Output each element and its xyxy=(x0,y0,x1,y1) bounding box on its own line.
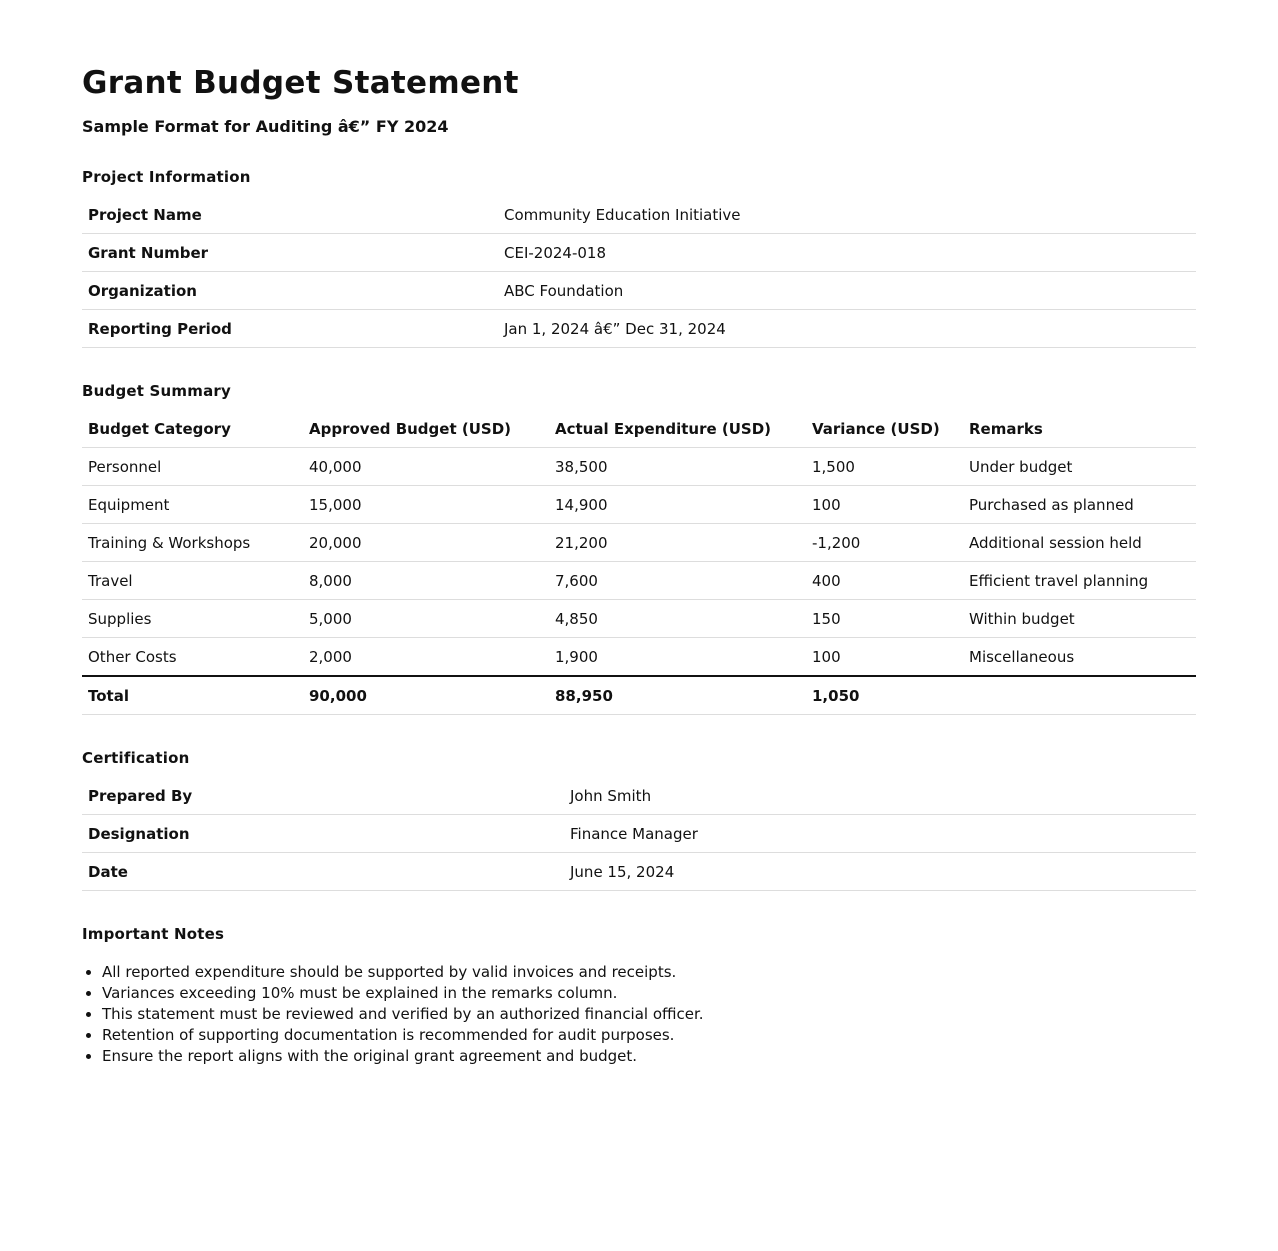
field-label: Designation xyxy=(82,815,564,853)
list-item: • Ensure the report aligns with the original grant agreement and budget. xyxy=(102,1046,1196,1067)
table-cell: Equipment xyxy=(82,486,303,524)
table-cell: 1,900 xyxy=(549,638,806,677)
table-cell: Supplies xyxy=(82,600,303,638)
table-cell: -1,200 xyxy=(806,524,963,562)
field-label: Reporting Period xyxy=(82,310,498,348)
table-cell: 150 xyxy=(806,600,963,638)
table-cell: Efficient travel planning xyxy=(963,562,1196,600)
table-cell: Within budget xyxy=(963,600,1196,638)
notes-list xyxy=(82,962,1196,1067)
table-row xyxy=(82,600,1196,638)
column-header: Budget Category xyxy=(82,410,303,448)
table-cell: Additional session held xyxy=(963,524,1196,562)
column-header: Approved Budget (USD) xyxy=(303,410,549,448)
project-information-section xyxy=(82,166,1196,348)
table-cell: Miscellaneous xyxy=(963,638,1196,677)
total-actual: 88,950 xyxy=(549,676,806,715)
table-cell: 38,500 xyxy=(549,448,806,486)
table-row xyxy=(82,815,1196,853)
table-header-row xyxy=(82,410,1196,448)
certification-section xyxy=(82,747,1196,891)
table-cell: 100 xyxy=(806,486,963,524)
budget-summary-section xyxy=(82,380,1196,715)
total-remarks xyxy=(963,676,1196,715)
important-notes-heading: Important Notes xyxy=(82,925,225,943)
field-label: Prepared By xyxy=(82,777,564,815)
table-cell: 1,500 xyxy=(806,448,963,486)
table-row xyxy=(82,234,1196,272)
field-label: Grant Number xyxy=(82,234,498,272)
table-cell: 7,600 xyxy=(549,562,806,600)
column-header: Remarks xyxy=(963,410,1196,448)
field-value: John Smith xyxy=(564,777,1196,815)
table-cell: 4,850 xyxy=(549,600,806,638)
column-header: Actual Expenditure (USD) xyxy=(549,410,806,448)
table-row xyxy=(82,777,1196,815)
list-item: • Variances exceeding 10% must be explained in the remarks column. xyxy=(102,983,1196,1004)
table-cell: 21,200 xyxy=(549,524,806,562)
field-value: CEI-2024-018 xyxy=(498,234,1196,272)
table-row xyxy=(82,272,1196,310)
column-header: Variance (USD) xyxy=(806,410,963,448)
field-label: Organization xyxy=(82,272,498,310)
table-cell: 100 xyxy=(806,638,963,677)
page-subtitle: Sample Format for Auditing â€” FY 2024 xyxy=(82,117,449,136)
field-value: Community Education Initiative xyxy=(498,196,1196,234)
field-value: Finance Manager xyxy=(564,815,1196,853)
table-cell: Personnel xyxy=(82,448,303,486)
total-label: Total xyxy=(82,676,303,715)
table-cell: Training & Workshops xyxy=(82,524,303,562)
page-title: Grant Budget Statement xyxy=(82,65,519,101)
table-cell: Purchased as planned xyxy=(963,486,1196,524)
table-cell: 14,900 xyxy=(549,486,806,524)
table-row xyxy=(82,562,1196,600)
list-item: • Retention of supporting documentation is recommended for audit purposes. xyxy=(102,1025,1196,1046)
table-cell: 40,000 xyxy=(303,448,549,486)
list-item: • This statement must be reviewed and verified by an authorized financial officer. xyxy=(102,1004,1196,1025)
table-row xyxy=(82,638,1196,677)
field-label: Project Name xyxy=(82,196,498,234)
table-row xyxy=(82,853,1196,891)
table-row xyxy=(82,310,1196,348)
certification-heading: Certification xyxy=(82,749,190,767)
certification-table xyxy=(82,777,1196,891)
table-row xyxy=(82,196,1196,234)
list-item: • All reported expenditure should be supported by valid invoices and receipts. xyxy=(102,962,1196,983)
field-value: Jan 1, 2024 â€” Dec 31, 2024 xyxy=(498,310,1196,348)
table-row xyxy=(82,524,1196,562)
project-information-heading: Project Information xyxy=(82,168,251,186)
table-row xyxy=(82,448,1196,486)
total-row xyxy=(82,676,1196,715)
table-cell: 15,000 xyxy=(303,486,549,524)
important-notes-section xyxy=(82,923,1196,1067)
table-cell: 400 xyxy=(806,562,963,600)
table-cell: 2,000 xyxy=(303,638,549,677)
field-label: Date xyxy=(82,853,564,891)
table-cell: Travel xyxy=(82,562,303,600)
table-cell: Under budget xyxy=(963,448,1196,486)
field-value: June 15, 2024 xyxy=(564,853,1196,891)
budget-summary-table xyxy=(82,410,1196,715)
table-cell: Other Costs xyxy=(82,638,303,677)
table-cell: 20,000 xyxy=(303,524,549,562)
total-approved: 90,000 xyxy=(303,676,549,715)
budget-summary-heading: Budget Summary xyxy=(82,382,231,400)
total-variance: 1,050 xyxy=(806,676,963,715)
field-value: ABC Foundation xyxy=(498,272,1196,310)
table-row xyxy=(82,486,1196,524)
table-cell: 5,000 xyxy=(303,600,549,638)
project-information-table xyxy=(82,196,1196,348)
table-cell: 8,000 xyxy=(303,562,549,600)
